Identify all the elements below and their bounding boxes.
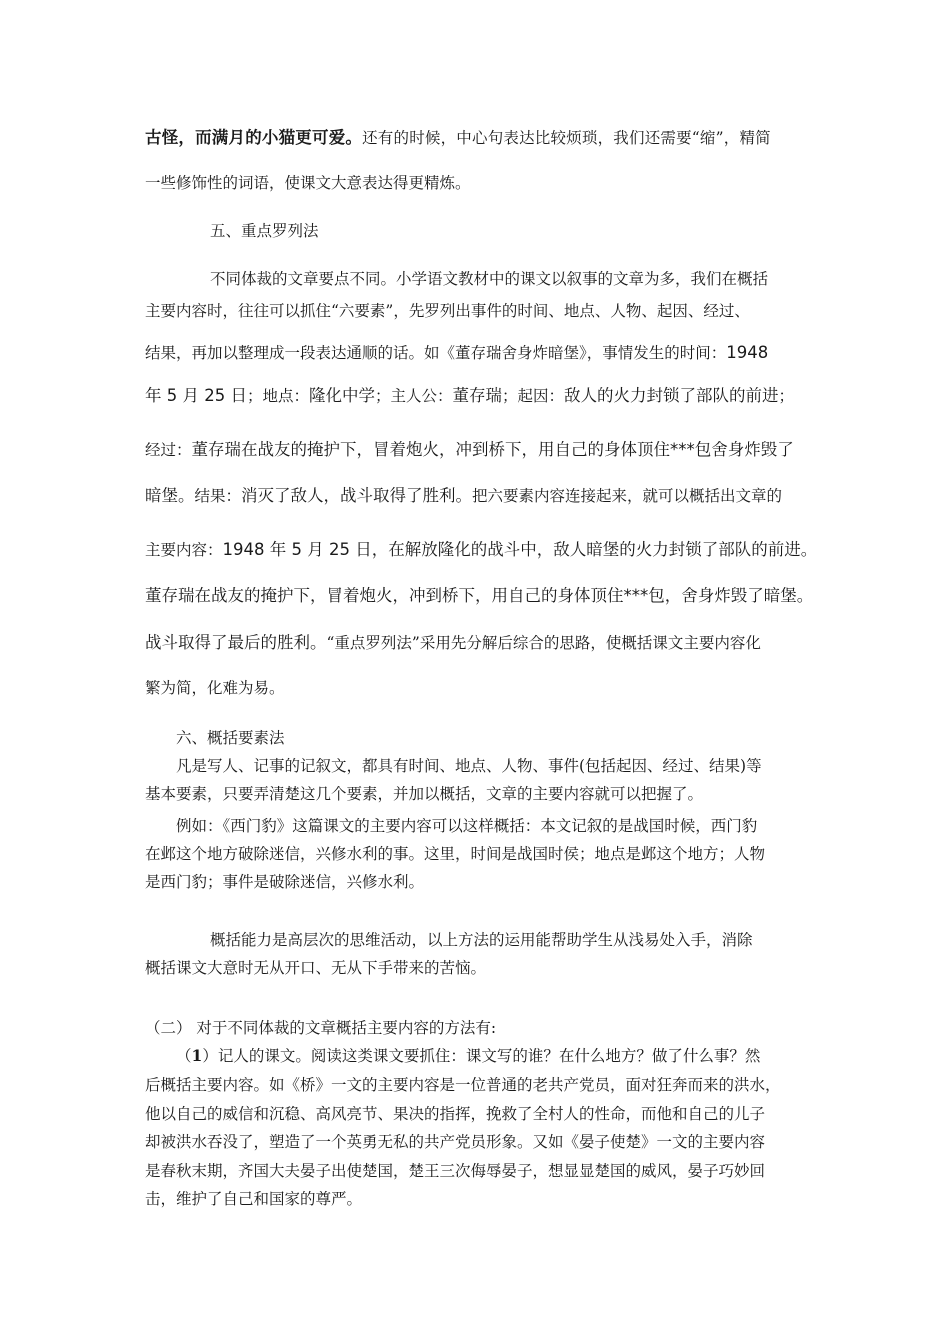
paragraph-line — [145, 300, 750, 322]
paragraph-line — [145, 1103, 765, 1125]
text-run: 后概括主要内容。如《桥》一文的主要内容是一位普通的老共产党员，面对狂奔而来的洪水， — [145, 1076, 781, 1094]
text-run: “重点罗列法”采用先分解后综合的思路，使概括课文主要内容化 — [326, 634, 761, 652]
text-run: ）记人的课文。阅读这类课文要抓住：课文写的谁？在什么地方？做了什么事？然 — [202, 1047, 761, 1065]
paragraph-line — [145, 439, 794, 461]
text-run: 还有的时候，中心句表达比较烦琐，我们还需要“缩”，精简 — [362, 129, 771, 147]
text-run: 击，维护了自己和国家的尊严。 — [145, 1190, 363, 1208]
paragraph-line — [145, 585, 813, 607]
paragraph-line — [145, 1131, 765, 1153]
paragraph-line — [210, 929, 753, 951]
paragraph-line — [145, 342, 768, 364]
text-run: 基本要素，只要弄清楚这几个要素，并加以概括，文章的主要内容就可以把握了。 — [145, 785, 704, 803]
text-run: 概括课文大意时无从开口、无从下手带来的苦恼。 — [145, 959, 487, 977]
text-run: 暗堡。 — [145, 486, 195, 505]
paragraph-line — [145, 1160, 765, 1182]
text-run: （二） 对于不同体裁的文章概括主要内容的方法有: — [145, 1019, 497, 1037]
paragraph-line — [145, 783, 703, 805]
paragraph-line — [145, 632, 761, 654]
text-run: 董存瑞在战友的掩护下，冒着炮火，冲到桥下，用自己的身体顶住***包舍身炸毁了 — [191, 440, 794, 459]
paragraph-line — [145, 1188, 362, 1210]
text-run: ； — [778, 387, 795, 405]
text-run: 概括能力是高层次的思维活动，以上方法的运用能帮助学生从浅易处入手，消除 — [210, 931, 753, 949]
section-heading — [176, 727, 285, 749]
paragraph-line — [145, 1074, 781, 1096]
text-run: 董存瑞 — [452, 386, 503, 405]
text-run: 年 5 月 25 日 — [145, 386, 247, 405]
paragraph-line — [145, 172, 471, 194]
text-run: 五、重点罗列法 — [210, 222, 319, 240]
paragraph-line — [145, 485, 782, 507]
text-run: 1 — [191, 1046, 203, 1065]
text-run: 把六要素内容连接起来，就可以概括出文章的 — [472, 487, 783, 505]
text-run: 董存瑞在战友的掩护下，冒着炮火，冲到桥下，用自己的身体顶住***包，舍身炸毁了暗堡。 — [145, 586, 814, 605]
text-run: 在邺这个地方破除迷信，兴修水利的事。这里，时间是战国时侯；地点是邺这个地方；人物 — [145, 845, 766, 863]
paragraph-line — [145, 957, 486, 979]
paragraph-line — [145, 843, 765, 865]
text-run: 主要内容时，往往可以抓住“六要素”，先罗列出事件的时间、地点、人物、起因、经过、 — [145, 302, 750, 320]
text-run: 战斗取得了最后的胜利。 — [145, 633, 327, 652]
paragraph-line — [176, 1045, 760, 1067]
subsection-heading — [145, 1017, 496, 1039]
paragraph-line — [176, 755, 762, 777]
text-run: 繁为简，化难为易。 — [145, 679, 285, 697]
text-run: （ — [176, 1047, 192, 1065]
text-run: 主要内容： — [145, 541, 223, 559]
paragraph-line — [145, 127, 771, 149]
text-run: ；起因： — [502, 387, 565, 405]
text-run: 是西门豹；事件是破除迷信，兴修水利。 — [145, 873, 425, 891]
text-run: 却被洪水吞没了，塑造了一个英勇无私的共产党员形象。又如《晏子使楚》一文的主要内容 — [145, 1133, 766, 1151]
text-run: 六、概括要素法 — [176, 729, 285, 747]
text-run: 古怪，而满月的小猫更可爱。 — [145, 128, 363, 147]
text-run: ；主人公： — [375, 387, 453, 405]
paragraph-line — [145, 677, 285, 699]
text-run: 隆化中学 — [309, 386, 375, 405]
text-run: ；地点： — [246, 387, 309, 405]
text-run: 1948 年 5 月 25 日，在解放隆化的战斗中，敌人暗堡的火力封锁了部队的前进。 — [222, 540, 818, 559]
section-heading — [210, 220, 319, 242]
text-run: 例如：《西门豹》这篇课文的主要内容可以这样概括：本文记叙的是战国时候，西门豹 — [176, 817, 758, 835]
text-run: 敌人的火力封锁了部队的前进 — [564, 386, 779, 405]
text-run: 结果： — [194, 487, 242, 505]
paragraph-line — [145, 539, 817, 561]
text-run: 一些修饰性的词语，使课文大意表达得更精炼。 — [145, 174, 471, 192]
text-run: 他以自己的威信和沉稳、高风亮节、果决的指挥，挽救了全村人的性命，而他和自己的儿子 — [145, 1105, 766, 1123]
paragraph-line — [176, 815, 757, 837]
text-run: 经过： — [145, 441, 192, 459]
text-run: 1948 — [726, 343, 769, 362]
paragraph-line — [210, 268, 768, 290]
paragraph-line — [145, 385, 794, 407]
text-run: 不同体裁的文章要点不同。小学语文教材中的课文以叙事的文章为多，我们在概括 — [210, 270, 769, 288]
text-run: 消灭了敌人，战斗取得了胜利。 — [241, 486, 473, 505]
paragraph-line — [145, 871, 424, 893]
text-run: 是春秋末期，齐国大夫晏子出使楚国，楚王三次侮辱晏子，想显显楚国的威风，晏子巧妙回 — [145, 1162, 766, 1180]
text-run: 结果，再加以整理成一段表达通顺的话。如《董存瑞舍身炸暗堡》，事情发生的时间： — [145, 344, 727, 362]
text-run: 凡是写人、记事的记叙文，都具有时间、地点、人物、事件(包括起因、经过、结果)等 — [176, 757, 762, 775]
